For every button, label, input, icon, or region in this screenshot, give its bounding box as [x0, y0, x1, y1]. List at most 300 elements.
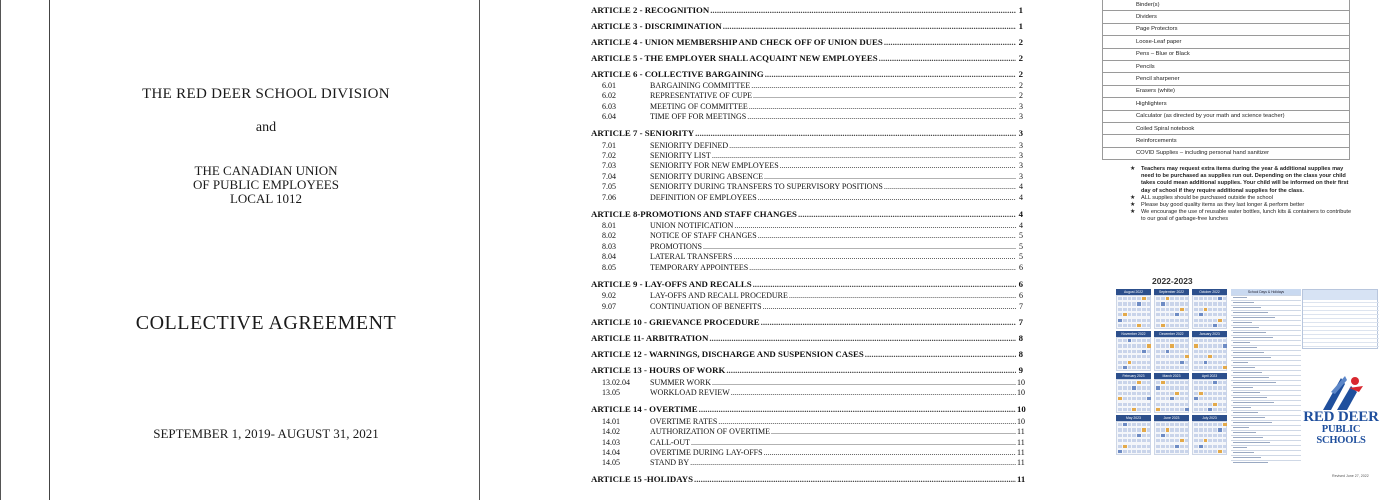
calendar-day-cell	[1199, 408, 1203, 411]
schedule-text-placeholder	[1233, 322, 1252, 323]
toc-section-number: 7.01	[602, 140, 616, 150]
toc-leader-dots	[710, 5, 1016, 16]
calendar-day-cell	[1180, 366, 1184, 369]
calendar-day-cell	[1123, 428, 1127, 431]
calendar-day-cell	[1132, 403, 1136, 406]
toc-page-number: 8	[1018, 349, 1023, 360]
supply-row	[1103, 36, 1350, 48]
calendar-day-cell	[1185, 408, 1189, 411]
calendar-day-cell	[1199, 439, 1203, 442]
schedule-text-placeholder	[1233, 437, 1263, 438]
calendar-day-cell	[1166, 403, 1170, 406]
calendar-day-grid	[1192, 295, 1227, 329]
calendar-day-cell	[1223, 445, 1227, 448]
day-summary-table	[1302, 289, 1378, 349]
toc-leader-dots	[733, 252, 1016, 262]
calendar-day-cell	[1208, 324, 1212, 327]
calendar-day-cell	[1161, 439, 1165, 442]
toc-section-number: 14.02	[602, 427, 620, 437]
toc-section-number: 13.05	[602, 388, 620, 398]
calendar-day-cell	[1204, 324, 1208, 327]
calendar-day-cell	[1223, 313, 1227, 316]
calendar-day-cell	[1147, 361, 1151, 364]
calendar-day-cell	[1218, 392, 1222, 395]
calendar-day-cell	[1170, 350, 1174, 353]
schedule-text-placeholder	[1233, 457, 1261, 458]
calendar-day-cell	[1208, 319, 1212, 322]
calendar-day-cell	[1161, 361, 1165, 364]
calendar-day-cell	[1213, 445, 1217, 448]
calendar-day-cell	[1204, 392, 1208, 395]
calendar-day-cell	[1223, 450, 1227, 453]
schedule-rule	[1231, 405, 1301, 406]
calendar-day-cell	[1147, 308, 1151, 311]
schedule-text-placeholder	[1233, 442, 1270, 443]
calendar-month	[1116, 289, 1151, 329]
calendar-day-cell	[1118, 434, 1122, 437]
calendar-day-cell	[1118, 302, 1122, 305]
calendar-day-cell	[1147, 313, 1151, 316]
calendar-day-cell	[1204, 366, 1208, 369]
toc-label: OVERTIME RATES	[650, 416, 718, 426]
supply-note-text: Teachers may request extra items during the year & additional supplies may need to be purchased as supplies run out. Depending on the class your child takes could mean additional supplies. Your child will be informed on their first day of school if they require additional supplies for the class.	[1141, 166, 1349, 194]
calendar-day-cell	[1194, 392, 1198, 395]
calendar-month-title: November 2022	[1116, 331, 1151, 337]
calendar-day-cell	[1137, 439, 1141, 442]
cover-dates: SEPTEMBER 1, 2019- AUGUST 31, 2021	[153, 426, 379, 441]
toc-label: ARTICLE 7 - SENIORITY	[591, 128, 695, 139]
calendar-day-cell	[1180, 403, 1184, 406]
calendar-day-cell	[1180, 361, 1184, 364]
calendar-day-cell	[1213, 423, 1217, 426]
calendar-day-cell	[1147, 386, 1151, 389]
calendar-day-cell	[1208, 392, 1212, 395]
calendar-day-cell	[1156, 434, 1160, 437]
toc-page-number: 1	[1018, 4, 1023, 15]
calendar-day-cell	[1118, 361, 1122, 364]
calendar-day-cell	[1132, 423, 1136, 426]
calendar-day-cell	[1218, 428, 1222, 431]
calendar-day-cell	[1161, 434, 1165, 437]
calendar-day-cell	[1166, 386, 1170, 389]
summary-header	[1303, 290, 1377, 300]
calendar-day-cell	[1161, 297, 1165, 300]
toc-label: UNION NOTIFICATION	[650, 221, 734, 231]
calendar-day-cell	[1170, 324, 1174, 327]
schedule-rule	[1231, 340, 1301, 341]
calendar-day-cell	[1142, 450, 1146, 453]
calendar-day-cell	[1204, 386, 1208, 389]
calendar-day-cell	[1185, 313, 1189, 316]
toc-label: ARTICLE 15 -HOLIDAYS	[591, 474, 694, 485]
toc-article-row	[591, 279, 1023, 290]
calendar-day-cell	[1166, 319, 1170, 322]
calendar-day-cell	[1142, 324, 1146, 327]
toc-leader-dots	[764, 448, 1016, 458]
calendar-day-cell	[1142, 313, 1146, 316]
toc-page-number: 10	[1017, 388, 1025, 398]
toc-leader-dots	[695, 128, 1016, 139]
calendar-day-cell	[1142, 361, 1146, 364]
calendar-day-cell	[1213, 339, 1217, 342]
schedule-text-placeholder	[1233, 417, 1265, 418]
calendar-day-cell	[1194, 450, 1198, 453]
toc-leader-dots	[734, 221, 1016, 231]
calendar-day-cell	[1185, 366, 1189, 369]
calendar-day-cell	[1223, 423, 1227, 426]
toc-label: NOTICE OF STAFF CHANGES	[650, 231, 757, 241]
calendar-day-cell	[1185, 423, 1189, 426]
calendar-day-cell	[1185, 428, 1189, 431]
toc-label: AUTHORIZATION OF OVERTIME	[650, 427, 770, 437]
calendar-day-cell	[1180, 313, 1184, 316]
schedule-rule	[1231, 430, 1301, 431]
calendar-day-cell	[1128, 344, 1132, 347]
calendar-day-cell	[1166, 397, 1170, 400]
calendar-day-cell	[1156, 450, 1160, 453]
supply-row	[1103, 11, 1350, 23]
schedule-rule	[1231, 355, 1301, 356]
calendar-day-cell	[1199, 361, 1203, 364]
schedule-text-placeholder	[1233, 407, 1251, 408]
calendar-day-cell	[1170, 428, 1174, 431]
toc-page-number: 4	[1018, 208, 1023, 219]
summary-rule	[1303, 330, 1379, 331]
calendar-day-cell	[1147, 344, 1151, 347]
calendar-day-cell	[1180, 445, 1184, 448]
calendar-day-cell	[1137, 361, 1141, 364]
supply-note	[1132, 195, 1357, 202]
calendar-day-cell	[1204, 319, 1208, 322]
calendar-day-cell	[1142, 381, 1146, 384]
calendar-month	[1154, 331, 1189, 371]
calendar-day-cell	[1170, 386, 1174, 389]
calendar-month	[1192, 331, 1227, 371]
toc-leader-dots	[771, 427, 1016, 437]
calendar-day-cell	[1223, 319, 1227, 322]
calendar-day-cell	[1204, 397, 1208, 400]
calendar-month-title: January 2023	[1192, 331, 1227, 337]
calendar-day-cell	[1204, 428, 1208, 431]
calendar-day-cell	[1161, 324, 1165, 327]
schedule-text-placeholder	[1233, 392, 1260, 393]
calendar-day-cell	[1118, 450, 1122, 453]
calendar-day-cell	[1123, 450, 1127, 453]
schedule-text-placeholder	[1233, 432, 1256, 433]
calendar-day-cell	[1118, 439, 1122, 442]
toc-section-number: 6.04	[602, 112, 616, 122]
calendar-day-cell	[1213, 313, 1217, 316]
schedule-rule	[1231, 450, 1301, 451]
calendar-day-cell	[1180, 350, 1184, 353]
toc-section-number: 13.02.04	[602, 377, 630, 387]
toc-leader-dots	[731, 388, 1016, 398]
calendar-day-cell	[1142, 397, 1146, 400]
calendar-day-cell	[1170, 339, 1174, 342]
calendar-day-cell	[1194, 350, 1198, 353]
toc-leader-dots	[761, 317, 1016, 328]
calendar-day-grid	[1154, 421, 1189, 455]
calendar-day-cell	[1204, 350, 1208, 353]
schedule-rule	[1231, 315, 1301, 316]
calendar-day-cell	[1199, 428, 1203, 431]
calendar-day-cell	[1204, 355, 1208, 358]
calendar-day-cell	[1213, 361, 1217, 364]
toc-page-number: 3	[1019, 101, 1023, 111]
logo-text-red-deer: RED DEER	[1303, 409, 1379, 425]
toc-section-row	[591, 291, 1023, 301]
calendar-day-cell	[1156, 350, 1160, 353]
calendar-day-cell	[1166, 339, 1170, 342]
calendar-day-cell	[1175, 355, 1179, 358]
calendar-day-cell	[1128, 445, 1132, 448]
calendar-day-grid	[1116, 295, 1151, 329]
calendar-day-cell	[1137, 355, 1141, 358]
schedule-text-placeholder	[1233, 317, 1275, 318]
calendar-day-cell	[1194, 319, 1198, 322]
toc-section-row	[591, 378, 1023, 388]
calendar-day-cell	[1204, 308, 1208, 311]
calendar-day-cell	[1118, 344, 1122, 347]
calendar-day-cell	[1180, 439, 1184, 442]
calendar-day-cell	[1147, 408, 1151, 411]
schedule-text-placeholder	[1233, 312, 1268, 313]
calendar-day-cell	[1123, 361, 1127, 364]
toc-article-row	[591, 474, 1026, 485]
schedule-text-placeholder	[1233, 382, 1276, 383]
toc-label: ARTICLE 10 - GRIEVANCE PROCEDURE	[591, 317, 760, 328]
toc-section-row	[591, 193, 1023, 203]
calendar-day-cell	[1156, 428, 1160, 431]
calendar-day-cell	[1161, 339, 1165, 342]
calendar-day-cell	[1213, 324, 1217, 327]
calendar-month	[1192, 289, 1227, 329]
calendar-day-cell	[1218, 324, 1222, 327]
calendar-day-cell	[1156, 439, 1160, 442]
calendar-day-cell	[1175, 403, 1179, 406]
toc-leader-dots	[718, 417, 1016, 427]
calendar-day-cell	[1118, 355, 1122, 358]
toc-section-number: 7.02	[602, 151, 616, 161]
calendar-day-cell	[1213, 350, 1217, 353]
calendar-day-cell	[1128, 361, 1132, 364]
calendar-day-cell	[1199, 386, 1203, 389]
calendar-day-cell	[1185, 324, 1189, 327]
calendar-day-cell	[1223, 339, 1227, 342]
calendar-day-cell	[1137, 366, 1141, 369]
calendar-day-cell	[1204, 339, 1208, 342]
schedule-text-placeholder	[1233, 447, 1247, 448]
calendar-day-cell	[1180, 392, 1184, 395]
calendar-day-cell	[1170, 408, 1174, 411]
toc-leader-dots	[789, 291, 1016, 301]
toc-page-number: 11	[1017, 427, 1025, 437]
toc-page-number: 5	[1019, 252, 1023, 262]
schedule-text-placeholder	[1233, 462, 1268, 463]
toc-page-number: 2	[1019, 91, 1023, 101]
toc-leader-dots	[699, 404, 1016, 415]
calendar-day-cell	[1156, 313, 1160, 316]
calendar-day-cell	[1118, 386, 1122, 389]
calendar-day-cell	[1223, 324, 1227, 327]
toc-leader-dots	[764, 172, 1016, 182]
schedule-text-placeholder	[1233, 367, 1255, 368]
toc-section-number: 8.01	[602, 221, 616, 231]
calendar-day-cell	[1185, 392, 1189, 395]
supply-item: Binder(s)	[1103, 0, 1350, 11]
calendar-day-cell	[1161, 450, 1165, 453]
schedule-text-placeholder	[1233, 402, 1274, 403]
calendar-day-cell	[1204, 450, 1208, 453]
toc-leader-dots	[884, 37, 1016, 48]
toc-label: ARTICLE 6 - COLLECTIVE BARGAINING	[591, 68, 764, 79]
calendar-day-cell	[1204, 313, 1208, 316]
calendar-day-cell	[1194, 428, 1198, 431]
toc-label: CONTINUATION OF BENEFITS	[650, 301, 762, 311]
calendar-day-cell	[1166, 434, 1170, 437]
calendar-day-cell	[1208, 423, 1212, 426]
calendar-day-cell	[1213, 355, 1217, 358]
calendar-day-cell	[1213, 428, 1217, 431]
schedule-rule	[1231, 440, 1301, 441]
calendar-day-cell	[1180, 434, 1184, 437]
calendar-day-cell	[1199, 339, 1203, 342]
calendar-day-cell	[1218, 319, 1222, 322]
calendar-day-cell	[1170, 313, 1174, 316]
calendar-month-title: May 2023	[1116, 415, 1151, 421]
calendar-day-cell	[1175, 392, 1179, 395]
toc-section-number: 7.03	[602, 161, 616, 171]
summary-rule	[1303, 342, 1379, 343]
toc-section-row	[591, 252, 1023, 262]
calendar-day-cell	[1161, 308, 1165, 311]
calendar-day-cell	[1137, 408, 1141, 411]
calendar-day-cell	[1156, 445, 1160, 448]
calendar-day-cell	[1223, 297, 1227, 300]
toc-article-row	[591, 128, 1023, 139]
calendar-day-cell	[1185, 386, 1189, 389]
toc-leader-dots	[712, 378, 1016, 388]
toc-section-number: 9.02	[602, 291, 616, 301]
calendar-day-cell	[1185, 339, 1189, 342]
calendar-day-cell	[1213, 397, 1217, 400]
calendar-day-cell	[1223, 408, 1227, 411]
calendar-day-cell	[1180, 381, 1184, 384]
calendar-day-cell	[1208, 408, 1212, 411]
calendar-month-title: September 2022	[1154, 289, 1189, 295]
calendar-day-cell	[1213, 297, 1217, 300]
supply-note	[1132, 202, 1357, 209]
toc-label: ARTICLE 9 - LAY-OFFS AND RECALLS	[591, 278, 752, 289]
calendar-day-cell	[1142, 434, 1146, 437]
calendar-day-cell	[1208, 403, 1212, 406]
calendar-day-cell	[1147, 428, 1151, 431]
calendar-day-cell	[1218, 403, 1222, 406]
cover-title: THE RED DEER SCHOOL DIVISION	[142, 86, 390, 102]
toc-label: ARTICLE 8-PROMOTIONS AND STAFF CHANGES	[591, 208, 797, 219]
toc-section-row	[591, 388, 1023, 398]
calendar-day-cell	[1180, 397, 1184, 400]
supply-item: Reinforcements	[1103, 135, 1350, 147]
calendar-day-cell	[1118, 319, 1122, 322]
calendar-month	[1154, 415, 1189, 455]
calendar-day-cell	[1156, 319, 1160, 322]
calendar-day-cell	[1128, 423, 1132, 426]
calendar-day-cell	[1147, 434, 1151, 437]
calendar-day-cell	[1213, 366, 1217, 369]
calendar-day-cell	[1218, 339, 1222, 342]
supply-item: Calculator (as directed by your math and science teacher)	[1103, 110, 1350, 122]
calendar-day-cell	[1132, 313, 1136, 316]
calendar-day-cell	[1180, 386, 1184, 389]
toc-section-number: 9.07	[602, 301, 616, 311]
calendar-day-cell	[1123, 381, 1127, 384]
toc-label: ARTICLE 11- ARBITRATION	[591, 333, 709, 344]
calendar-day-cell	[1208, 366, 1212, 369]
toc-section-row	[591, 81, 1023, 91]
cover-union-line: OF PUBLIC EMPLOYEES	[193, 177, 339, 192]
toc-leader-dots	[753, 91, 1016, 101]
calendar-day-cell	[1194, 434, 1198, 437]
supply-item: Page Protectors	[1103, 23, 1350, 35]
calendar-day-cell	[1218, 355, 1222, 358]
toc-section-row	[591, 231, 1023, 241]
toc-section-number: 6.03	[602, 101, 616, 111]
calendar-day-cell	[1175, 397, 1179, 400]
calendar-day-cell	[1118, 428, 1122, 431]
calendar-day-cell	[1132, 434, 1136, 437]
calendar-day-cell	[1180, 355, 1184, 358]
calendar-day-cell	[1180, 319, 1184, 322]
toc-label: SENIORITY FOR NEW EMPLOYEES	[650, 161, 779, 171]
calendar-day-cell	[1208, 439, 1212, 442]
calendar-day-cell	[1161, 319, 1165, 322]
calendar-day-cell	[1142, 403, 1146, 406]
calendar-day-cell	[1132, 297, 1136, 300]
revised-date: Revised June 27, 2022	[1332, 474, 1369, 478]
calendar-day-cell	[1194, 324, 1198, 327]
calendar-day-cell	[1199, 381, 1203, 384]
calendar-day-cell	[1218, 397, 1222, 400]
calendar-day-cell	[1147, 355, 1151, 358]
summary-rule	[1303, 334, 1379, 335]
calendar-day-cell	[1199, 313, 1203, 316]
calendar-day-cell	[1123, 397, 1127, 400]
toc-leader-dots	[723, 21, 1016, 32]
schedule-rule	[1231, 365, 1301, 366]
calendar-day-cell	[1194, 344, 1198, 347]
calendar-day-cell	[1166, 344, 1170, 347]
calendar-day-cell	[1132, 445, 1136, 448]
supply-row	[1103, 122, 1350, 134]
toc-leader-dots	[763, 302, 1016, 312]
calendar-day-cell	[1194, 302, 1198, 305]
toc-leader-dots	[726, 365, 1016, 376]
calendar-day-cell	[1166, 408, 1170, 411]
calendar-day-cell	[1161, 423, 1165, 426]
calendar-day-cell	[1156, 386, 1160, 389]
calendar-day-cell	[1118, 392, 1122, 395]
toc-section-number: 8.02	[602, 231, 616, 241]
toc-section-row	[591, 448, 1023, 458]
calendar-day-cell	[1218, 445, 1222, 448]
calendar-day-cell	[1194, 381, 1198, 384]
calendar-day-cell	[1194, 439, 1198, 442]
calendar-day-cell	[1156, 308, 1160, 311]
schedule-rule	[1231, 420, 1301, 421]
calendar-day-cell	[1223, 361, 1227, 364]
toc-page-number: 7	[1018, 317, 1023, 328]
